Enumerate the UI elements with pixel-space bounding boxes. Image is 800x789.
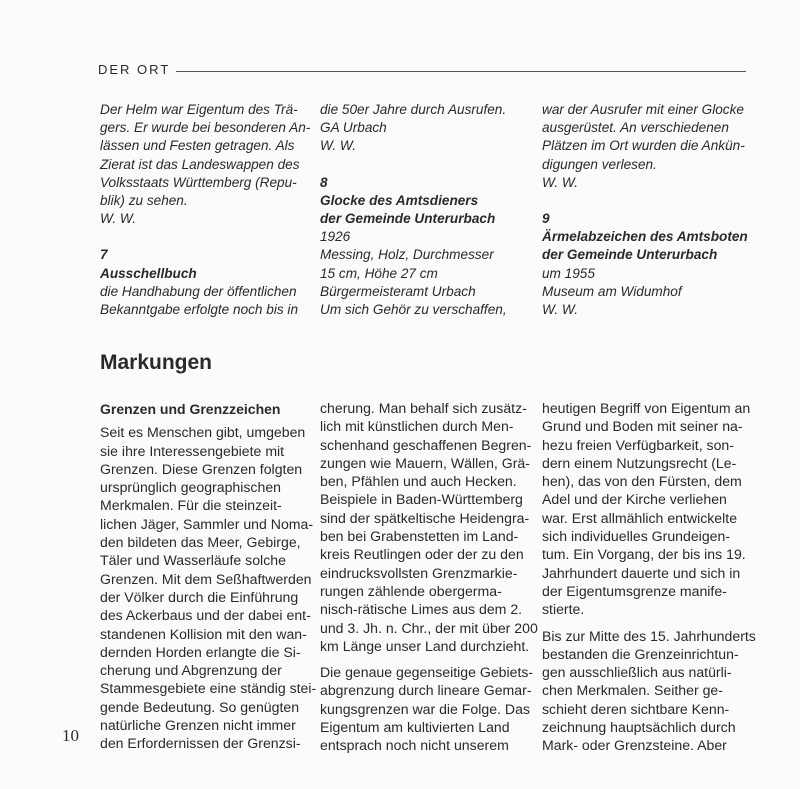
- text-line: Bürgermeisteramt Urbach: [320, 283, 476, 299]
- text-line: zeichnung hauptsächlich durch: [542, 719, 736, 736]
- text-line: zungen wie Mauern, Wällen, Grä-: [320, 454, 530, 471]
- text-line: hen), das von den Fürsten, dem: [542, 473, 742, 490]
- text-line: km Länge unser Land durchzieht.: [320, 637, 530, 654]
- body-column-1-text: [100, 423, 317, 752]
- text-line: Bis zur Mitte des 15. Jahrhunderts: [542, 627, 756, 644]
- text-line: war der Ausrufer mit einer Glocke: [542, 102, 744, 117]
- text-line: die Handhabung der öffentlichen: [100, 283, 297, 299]
- paragraph-gap: [100, 228, 300, 246]
- catalog-heading: Ausschellbuch: [100, 265, 197, 281]
- text-line: Die genaue gegenseitige Gebiets-: [320, 664, 534, 681]
- catalog-number: 7: [100, 247, 108, 263]
- text-line: den bildeten das Meer, Gebirge,: [100, 534, 301, 551]
- text-line: tum. Ein Vorgang, der bis ins 19.: [542, 546, 746, 563]
- text-line: des Ackerbaus und der dabei ent-: [100, 607, 311, 624]
- text-line: sie ihre Interessengebiete mit: [100, 442, 285, 459]
- text-line: um 1955: [542, 265, 595, 281]
- text-line: W. W.: [542, 302, 578, 318]
- text-line: schenhand geschaffenen Begren-: [320, 436, 532, 453]
- text-line: cherung. Man behalf sich zusätz-: [320, 400, 527, 416]
- text-line: die 50er Jahre durch Ausrufen.: [320, 102, 507, 117]
- text-line: kungsgrenzen war die Folge. Das: [320, 700, 530, 717]
- text-line: Um sich Gehör zu verschaffen,: [320, 302, 507, 318]
- text-line: gers. Er wurde bei besonderen An-: [100, 120, 311, 136]
- body-column-1: [100, 400, 317, 753]
- running-head: [98, 62, 746, 80]
- text-line: den Erfordernissen der Grenzsi-: [100, 735, 301, 752]
- text-line: Merkmalen. Für die steinzeit-: [100, 497, 282, 514]
- text-line: nisch-rätische Limes aus dem 2.: [320, 601, 523, 618]
- paragraph-gap: [320, 655, 520, 663]
- caption-column-2: [320, 101, 520, 319]
- text-line: ausgerüstet. An verschiedenen: [542, 120, 729, 136]
- text-line: standenen Kollision mit den wan-: [100, 625, 307, 642]
- paragraph-gap: [320, 156, 520, 174]
- text-line: Zierat ist das Landeswappen des: [100, 156, 300, 172]
- text-line: und 3. Jh. n. Chr., der mit über 200: [320, 619, 538, 636]
- text-line: Plätzen im Ort wurden die Ankün-: [542, 138, 745, 154]
- text-line: 15 cm, Höhe 27 cm: [320, 265, 438, 281]
- paragraph-gap: [542, 619, 742, 627]
- text-line: Täler und Wasserläufe solche: [100, 552, 286, 569]
- text-line: dernden Horden erlangte die Si-: [100, 643, 301, 660]
- caption-column-3: [542, 101, 748, 319]
- text-line: ursprünglich geographischen: [100, 479, 281, 496]
- catalog-heading: der Gemeinde Unterurbach: [320, 211, 496, 227]
- running-head-title: DER ORT: [98, 62, 171, 77]
- subheading: Grenzen und Grenzzeichen: [100, 401, 281, 417]
- text-line: Der Helm war Eigentum des Trä-: [100, 102, 298, 117]
- text-line: bestanden die Grenzeinrichtun-: [542, 645, 739, 662]
- text-line: gen ausschließlich aus natürli-: [542, 664, 732, 681]
- catalog-heading: Ärmelabzeichen des Amtsboten: [542, 229, 748, 245]
- catalog-number: 8: [320, 174, 328, 190]
- text-line: Grund und Boden mit seiner na-: [542, 418, 743, 435]
- text-line: eindrucksvollsten Grenzmarkie-: [320, 564, 518, 581]
- catalog-number: 9: [542, 211, 550, 227]
- text-line: Stammesgebiete eine ständig stei-: [100, 680, 317, 697]
- running-head-rule: [176, 71, 746, 72]
- catalog-heading: der Gemeinde Unterurbach: [542, 247, 718, 263]
- text-line: natürliche Grenzen nicht immer: [100, 717, 296, 734]
- text-line: digungen verlesen.: [542, 156, 657, 172]
- text-line: 1926: [320, 229, 351, 245]
- text-line: gende Bedeutung. So genügten: [100, 698, 300, 715]
- text-line: W. W.: [100, 211, 136, 227]
- text-line: Volksstaats Württemberg (Repu-: [100, 174, 297, 190]
- text-line: cherung und Abgrenzung der: [100, 662, 282, 679]
- text-line: Messing, Holz, Durchmesser: [320, 247, 494, 263]
- text-line: GA Urbach: [320, 120, 387, 136]
- text-line: Bekanntgabe erfolgte noch bis in: [100, 302, 299, 318]
- text-line: chen Merkmalen. Seither ge-: [542, 682, 723, 699]
- text-line: W. W.: [542, 174, 578, 190]
- text-line: hezu freien Verfügbarkeit, son-: [542, 436, 734, 453]
- text-line: ben, Pfählen und auch Hecken.: [320, 473, 517, 490]
- text-line: rungen zählende obergerma-: [320, 582, 502, 599]
- text-line: ben bei Grabenstetten im Land-: [320, 528, 519, 545]
- section-title: Markungen: [100, 351, 213, 374]
- page-number: 10: [62, 726, 79, 745]
- text-line: entsprach noch nicht unserem: [320, 737, 509, 754]
- text-line: war. Erst allmählich entwickelte: [542, 509, 738, 526]
- text-line: Mark- oder Grenzsteine. Aber: [542, 737, 727, 754]
- text-line: der Eigentumsgrenze manife-: [542, 582, 727, 599]
- text-line: schieht deren sichtbare Kenn-: [542, 700, 730, 717]
- caption-column-1: [100, 101, 311, 319]
- text-line: heutigen Begriff von Eigentum an: [542, 400, 751, 416]
- text-line: Seit es Menschen gibt, umgeben: [100, 424, 306, 441]
- text-line: Grenzen. Mit dem Seßhaftwerden: [100, 570, 312, 587]
- catalog-heading: Glocke des Amtsdieners: [320, 192, 479, 208]
- text-line: Grenzen. Diese Grenzen folgten: [100, 460, 303, 477]
- paragraph-gap: [542, 192, 742, 210]
- body-column-2: [320, 399, 538, 755]
- text-line: lässen und Festen getragen. Als: [100, 138, 295, 154]
- text-line: W. W.: [320, 138, 356, 154]
- text-line: sind der spätkeltische Heidengra-: [320, 509, 530, 526]
- text-line: Jahrhundert dauerte und sich in: [542, 564, 741, 581]
- text-line: lichen Jäger, Sammler und Noma-: [100, 515, 314, 532]
- text-line: stierte.: [542, 601, 585, 618]
- text-line: Museum am Widumhof: [542, 283, 682, 299]
- text-line: dern einem Nutzungsrecht (Le-: [542, 454, 737, 471]
- text-line: sich individuelles Grundeigen-: [542, 528, 731, 545]
- text-line: lich mit künstlichen durch Men-: [320, 418, 514, 435]
- body-column-3: [542, 399, 756, 755]
- text-line: Eigentum am kultivierten Land: [320, 719, 510, 736]
- text-line: Adel und der Kirche verliehen: [542, 491, 727, 508]
- text-line: Beispiele in Baden-Württemberg: [320, 491, 523, 508]
- text-line: abgrenzung durch lineare Gemar-: [320, 682, 532, 699]
- text-line: kreis Reutlingen oder der zu den: [320, 546, 524, 563]
- text-line: blik) zu sehen.: [100, 193, 188, 209]
- text-line: der Völker durch die Einführung: [100, 588, 299, 605]
